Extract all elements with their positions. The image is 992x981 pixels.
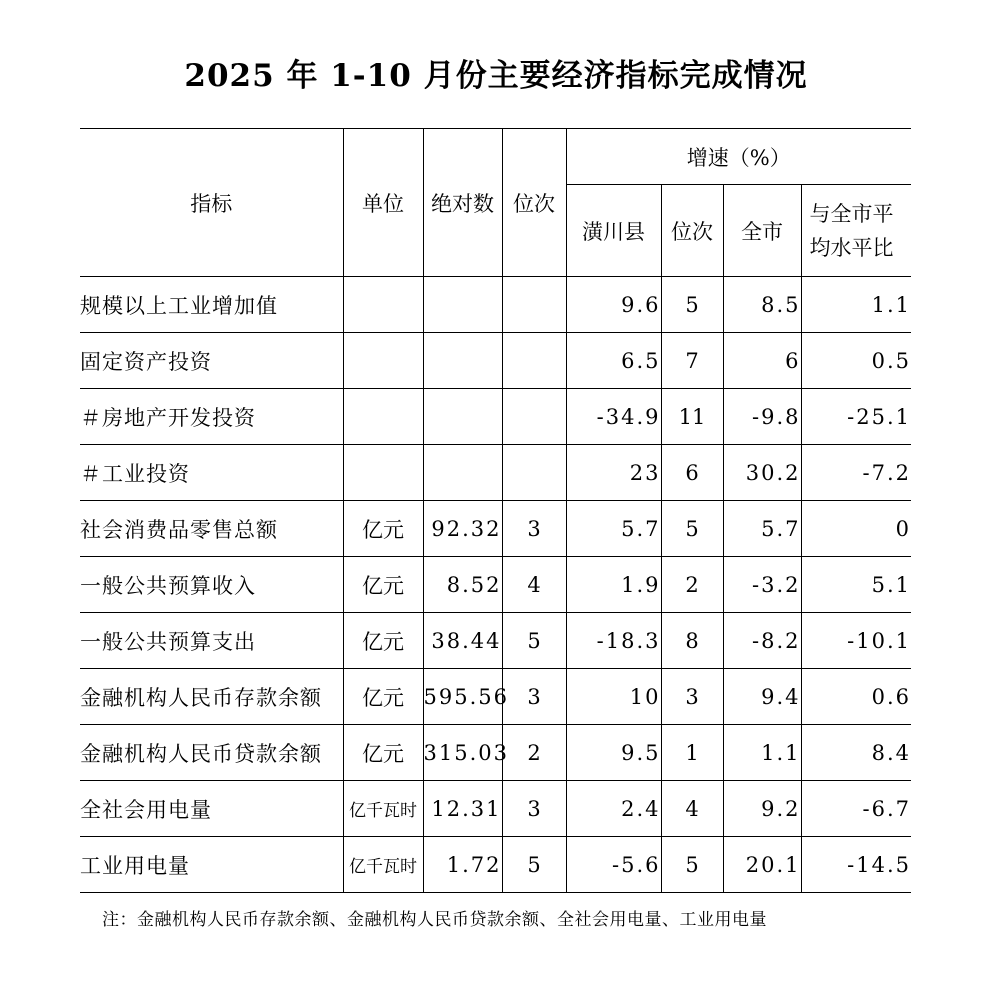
- cell-indicator-name: 一般公共预算收入: [80, 557, 343, 613]
- cell-vs-city: 5.1: [801, 557, 911, 613]
- cell-rank: 3: [502, 669, 566, 725]
- header-rank: 位次: [502, 129, 566, 277]
- cell-unit: 亿元: [343, 613, 423, 669]
- page-title: 2025 年 1-10 月份主要经济指标完成情况: [184, 58, 808, 94]
- cell-rank: [502, 389, 566, 445]
- cell-county-rank: 5: [661, 837, 723, 893]
- header-growth-group: 增速（%）: [566, 129, 911, 185]
- cell-indicator-name: 固定资产投资: [80, 333, 343, 389]
- header-vs-city-line1: 与全市平: [809, 201, 894, 226]
- cell-unit: 亿元: [343, 669, 423, 725]
- footnote: 注：金融机构人民币存款余额、金融机构人民币贷款余额、全社会用电量、工业用电量: [102, 910, 767, 930]
- header-unit: 单位: [343, 129, 423, 277]
- cell-absolute: 92.32: [423, 501, 502, 557]
- header-county: 潢川县: [566, 185, 661, 277]
- cell-indicator-name: 金融机构人民币贷款余额: [80, 725, 343, 781]
- cell-city-growth: 5.7: [723, 501, 801, 557]
- cell-county-rank: 5: [661, 277, 723, 333]
- cell-indicator-name: 社会消费品零售总额: [80, 501, 343, 557]
- cell-indicator-name: ＃工业投资: [80, 445, 343, 501]
- cell-city-growth: 1.1: [723, 725, 801, 781]
- cell-indicator-name: 工业用电量: [80, 837, 343, 893]
- table-row: [80, 613, 911, 669]
- cell-county-rank: 8: [661, 613, 723, 669]
- cell-county-growth: 1.9: [566, 557, 661, 613]
- cell-vs-city: 0.6: [801, 669, 911, 725]
- cell-absolute: 1.72: [423, 837, 502, 893]
- cell-county-rank: 4: [661, 781, 723, 837]
- table-row: [80, 557, 911, 613]
- cell-vs-city: -7.2: [801, 445, 911, 501]
- cell-county-growth: 9.5: [566, 725, 661, 781]
- cell-indicator-name: 一般公共预算支出: [80, 613, 343, 669]
- header-vs-city: [801, 185, 911, 277]
- indicator-table: [80, 128, 911, 893]
- table-row: [80, 445, 911, 501]
- cell-indicator-name: 规模以上工业增加值: [80, 277, 343, 333]
- cell-rank: [502, 277, 566, 333]
- cell-unit: 亿元: [343, 557, 423, 613]
- cell-county-growth: 2.4: [566, 781, 661, 837]
- cell-unit: 亿元: [343, 725, 423, 781]
- cell-unit: [343, 277, 423, 333]
- table-body: [80, 277, 911, 893]
- cell-rank: 5: [502, 837, 566, 893]
- cell-rank: [502, 333, 566, 389]
- cell-city-growth: 9.2: [723, 781, 801, 837]
- cell-vs-city: 0: [801, 501, 911, 557]
- cell-indicator-name: ＃房地产开发投资: [80, 389, 343, 445]
- cell-city-growth: 20.1: [723, 837, 801, 893]
- cell-rank: 2: [502, 725, 566, 781]
- cell-county-rank: 11: [661, 389, 723, 445]
- table-row: [80, 725, 911, 781]
- header-city: 全市: [723, 185, 801, 277]
- cell-absolute: 315.03: [423, 725, 502, 781]
- cell-county-growth: 9.6: [566, 277, 661, 333]
- table-row: [80, 333, 911, 389]
- table-row: [80, 669, 911, 725]
- cell-city-growth: -9.8: [723, 389, 801, 445]
- cell-rank: 4: [502, 557, 566, 613]
- cell-indicator-name: 全社会用电量: [80, 781, 343, 837]
- cell-absolute: 38.44: [423, 613, 502, 669]
- cell-county-growth: -18.3: [566, 613, 661, 669]
- header-county-rank: 位次: [661, 185, 723, 277]
- cell-vs-city: -14.5: [801, 837, 911, 893]
- cell-county-growth: 10: [566, 669, 661, 725]
- cell-unit: 亿千瓦时: [343, 781, 423, 837]
- cell-city-growth: 9.4: [723, 669, 801, 725]
- cell-unit: [343, 333, 423, 389]
- cell-county-growth: 5.7: [566, 501, 661, 557]
- cell-unit: 亿千瓦时: [343, 837, 423, 893]
- cell-absolute: [423, 277, 502, 333]
- cell-county-rank: 5: [661, 501, 723, 557]
- cell-absolute: [423, 389, 502, 445]
- cell-county-growth: 6.5: [566, 333, 661, 389]
- cell-county-rank: 1: [661, 725, 723, 781]
- cell-rank: 3: [502, 501, 566, 557]
- cell-absolute: 12.31: [423, 781, 502, 837]
- cell-absolute: [423, 333, 502, 389]
- cell-unit: 亿元: [343, 501, 423, 557]
- cell-vs-city: 8.4: [801, 725, 911, 781]
- cell-rank: [502, 445, 566, 501]
- cell-county-rank: 2: [661, 557, 723, 613]
- cell-city-growth: 30.2: [723, 445, 801, 501]
- cell-indicator-name: 金融机构人民币存款余额: [80, 669, 343, 725]
- cell-county-growth: -5.6: [566, 837, 661, 893]
- cell-county-growth: -34.9: [566, 389, 661, 445]
- cell-county-rank: 3: [661, 669, 723, 725]
- table-row: [80, 389, 911, 445]
- cell-unit: [343, 389, 423, 445]
- cell-city-growth: 8.5: [723, 277, 801, 333]
- cell-vs-city: 0.5: [801, 333, 911, 389]
- header-vs-city-line2: 均水平比: [809, 235, 894, 260]
- cell-rank: 3: [502, 781, 566, 837]
- cell-absolute: 595.56: [423, 669, 502, 725]
- cell-rank: 5: [502, 613, 566, 669]
- cell-absolute: [423, 445, 502, 501]
- cell-county-rank: 6: [661, 445, 723, 501]
- cell-vs-city: -6.7: [801, 781, 911, 837]
- table-row: [80, 277, 911, 333]
- table-row: [80, 501, 911, 557]
- cell-county-rank: 7: [661, 333, 723, 389]
- header-indicator: 指标: [80, 129, 343, 277]
- table-row: [80, 781, 911, 837]
- cell-city-growth: -8.2: [723, 613, 801, 669]
- cell-county-growth: 23: [566, 445, 661, 501]
- cell-unit: [343, 445, 423, 501]
- cell-city-growth: -3.2: [723, 557, 801, 613]
- table-row: [80, 837, 911, 893]
- cell-vs-city: -10.1: [801, 613, 911, 669]
- cell-absolute: 8.52: [423, 557, 502, 613]
- header-absolute: 绝对数: [423, 129, 502, 277]
- cell-vs-city: 1.1: [801, 277, 911, 333]
- cell-vs-city: -25.1: [801, 389, 911, 445]
- cell-city-growth: 6: [723, 333, 801, 389]
